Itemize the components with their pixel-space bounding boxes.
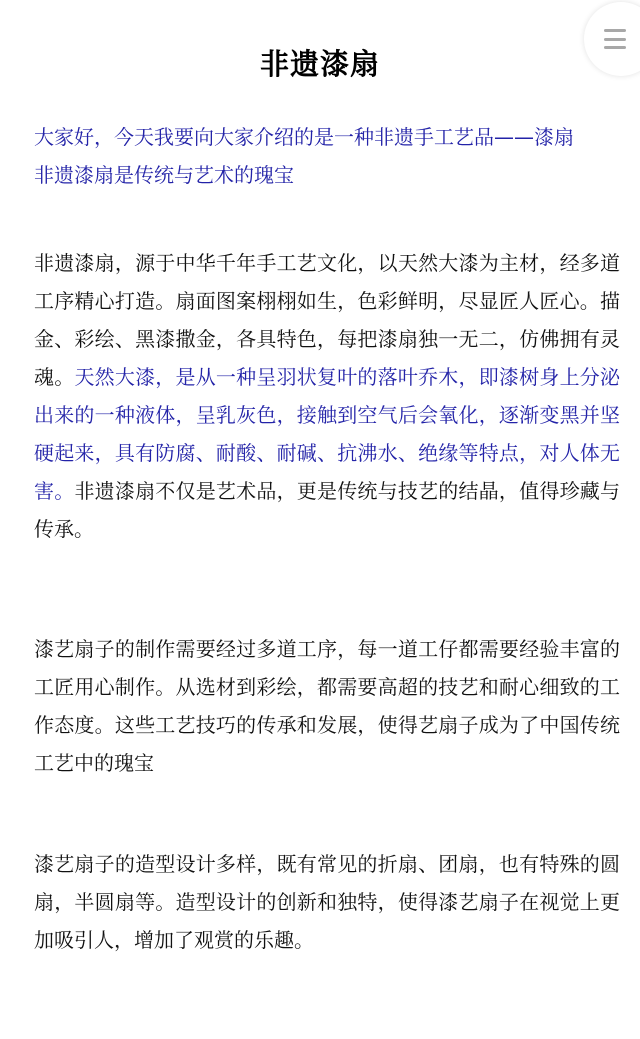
page-title: 非遗漆扇 bbox=[259, 47, 380, 81]
paragraph-1-highlight: 天然大漆，是从一种呈羽状复叶的落叶乔木，即漆树身上分泌出来的一种液体，呈乳灰色，接触到空气后会氧化，逐渐变黑并坚硬起来，具有防腐、耐酸、耐碱、抗沸水、绝缘等特点，对人体无害。 bbox=[34, 365, 621, 503]
paragraph-1-text-a: 非遗漆扇，源于中华千年手工艺文化，以天然大漆为主材，经多道工序精心打造。扇面图案栩栩如生，色彩鲜明，尽显匠人匠心。描金、彩绘、黑漆撒金，各具特色，每把漆扇独一无二，仿佛拥有灵魂。 bbox=[34, 251, 620, 389]
intro-line-1: 大家好，今天我要向大家介绍的是一种非遗手工艺品——漆扇 bbox=[34, 125, 574, 149]
paragraph-2: 漆艺扇子的制作需要经过多道工序，每一道工仔都需要经验丰富的工匠用心制作。从选材到彩绘，都需要高超的技艺和耐心细致的工作态度。这些工艺技巧的传承和发展，使得艺扇子成为了中国传统工艺中的瑰宝 bbox=[34, 637, 620, 775]
paragraph-1-text-b: 非遗漆扇不仅是艺术品，更是传统与技艺的结晶，值得珍藏与传承。 bbox=[34, 479, 621, 541]
intro-block bbox=[34, 118, 614, 194]
paragraph-3: 漆艺扇子的造型设计多样，既有常见的折扇、团扇，也有特殊的圆扇，半圆扇等。造型设计的创新和独特，使得漆艺扇子在视觉上更加吸引人，增加了观赏的乐趣。 bbox=[34, 852, 620, 952]
paragraph-1 bbox=[34, 244, 620, 548]
intro-line-2: 非遗漆扇是传统与艺术的瑰宝 bbox=[34, 163, 294, 187]
